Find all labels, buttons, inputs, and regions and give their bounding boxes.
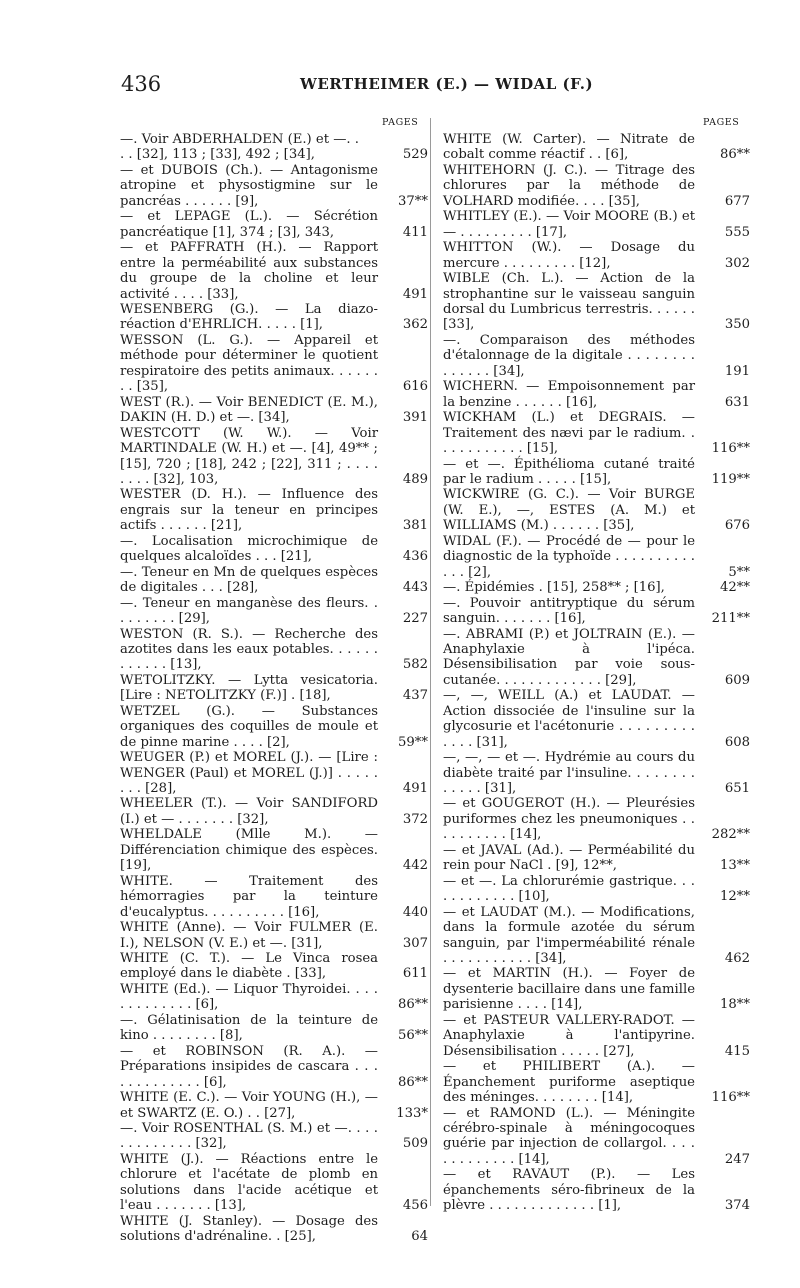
- index-entry: [120, 333, 428, 395]
- index-entry: [443, 1167, 750, 1213]
- entry-text: WHITE (C. T.). — Le Vinca rosea employé dans le diabète . [33],: [120, 951, 378, 982]
- column-divider: [430, 118, 431, 1206]
- entry-page-number: 282**: [711, 827, 750, 843]
- entry-text: — et GOUGEROT (H.). — Pleurésies puriformes chez les pneumoniques . . . . . . . . . . [14],: [443, 796, 695, 843]
- index-entry: [120, 487, 428, 533]
- entry-page-number: 491: [402, 781, 428, 797]
- index-entry: [120, 704, 428, 750]
- entry-text: WHITE (W. Carter). — Nitrate de cobalt comme réactif . . [6],: [443, 132, 695, 163]
- index-entry: [443, 487, 750, 533]
- index-entry: [443, 1106, 750, 1168]
- entry-page-number: 611: [402, 966, 428, 982]
- index-entry: [443, 534, 750, 580]
- entry-text: WHITE (E. C.). — Voir YOUNG (H.), — et SWARTZ (E. O.) . . [27],: [120, 1090, 378, 1121]
- index-entry: [120, 920, 428, 951]
- entry-page-number: 116**: [711, 1090, 750, 1106]
- index-column-left: [120, 132, 428, 1245]
- index-entry: [443, 163, 750, 209]
- index-entry: [120, 827, 428, 873]
- entry-page-number: 86**: [398, 1074, 428, 1090]
- index-entry: [120, 951, 428, 982]
- entry-text: WESTCOTT (W. W.). — Voir MARTINDALE (W. H.) et —. [4], 49** ; [15], 720 ; [18], 242 ; [22], 311 ; . . . . . . . . [32], 103,: [120, 425, 378, 487]
- entry-page-number: 18**: [720, 997, 750, 1013]
- index-entry: [443, 333, 750, 379]
- entry-text: — et LAUDAT (M.). — Modifications, dans la formule azotée du sérum sanguin, par l'imperméabilité rénale . . . . . . . . . . . [34],: [443, 904, 695, 967]
- entry-text: —. Pouvoir antitryptique du sérum sanguin. . . . . . . [16],: [443, 595, 695, 627]
- entry-text: WIBLE (Ch. L.). — Action de la strophantine sur le vaisseau sanguin dorsal du Lumbricus terrestris. . . . . . [33],: [443, 271, 695, 333]
- index-entry: [443, 596, 750, 627]
- entry-text: —, —, WEILL (A.) et LAUDAT. — Action dissociée de l'insuline sur la glycosurie et l'acétonurie . . . . . . . . . . . . . [31],: [443, 688, 695, 750]
- entry-text: WESTER (D. H.). — Influence des engrais sur la teneur en principes actifs . . . . . . [21],: [120, 487, 378, 534]
- entry-text: WHEELER (T.). — Voir SANDIFORD (I.) et — . . . . . . . [32],: [120, 796, 378, 827]
- entry-text: — et PHILIBERT (A.). — Épanchement puriforme aseptique des méninges. . . . . . . . [14],: [443, 1059, 695, 1106]
- entry-page-number: 411: [402, 224, 428, 240]
- entry-page-number: 59**: [398, 734, 428, 750]
- entry-text: — et RAVAUT (P.). — Les épanchements séro-fibrineux de la plèvre . . . . . . . . . . . . . [1],: [443, 1167, 695, 1214]
- entry-text: —. Voir ABDERHALDEN (E.) et —. . . . [32], 113 ; [33], 492 ; [34],: [120, 132, 359, 163]
- entry-page-number: 676: [724, 518, 750, 534]
- entry-text: — et LEPAGE (L.). — Sécrétion pancréatique [1], 374 ; [3], 343,: [120, 209, 378, 240]
- entry-page-number: 64: [411, 1229, 428, 1245]
- index-entry: [443, 457, 750, 488]
- entry-page-number: 529: [402, 147, 428, 163]
- index-entry: [443, 750, 750, 796]
- index-entry: [443, 627, 750, 689]
- entry-page-number: 13**: [720, 858, 750, 874]
- entry-page-number: 302: [724, 255, 750, 271]
- index-entry: [120, 302, 428, 333]
- entry-page-number: 56**: [398, 1028, 428, 1044]
- entry-page-number: 509: [402, 1136, 428, 1152]
- entry-page-number: 86**: [720, 147, 750, 163]
- index-entry: [120, 163, 428, 209]
- entry-page-number: 443: [402, 580, 428, 596]
- entry-page-number: 191: [724, 363, 750, 379]
- entry-page-number: 616: [402, 379, 428, 395]
- index-entry: [120, 565, 428, 596]
- entry-page-number: 381: [402, 518, 428, 534]
- index-entry: [120, 673, 428, 704]
- index-entry: [443, 796, 750, 842]
- index-entry: [120, 1121, 428, 1152]
- index-entry: [443, 1059, 750, 1105]
- index-column-right: [443, 132, 750, 1214]
- index-entry: [120, 426, 428, 488]
- entry-page-number: 415: [724, 1043, 750, 1059]
- index-entry: [120, 1214, 428, 1245]
- entry-page-number: 211**: [711, 611, 750, 627]
- entry-page-number: 133*: [396, 1105, 428, 1121]
- entry-page-number: 677: [724, 193, 750, 209]
- entry-page-number: 491: [402, 286, 428, 302]
- index-entry: [120, 796, 428, 827]
- index-entry: [120, 534, 428, 565]
- entry-text: WESSON (L. G.). — Appareil et méthode pour déterminer le quotient respiratoire des petits animaux. . . . . . . . [35],: [120, 332, 378, 395]
- entry-text: WHITEHORN (J. C.). — Titrage des chlorures par la méthode de VOLHARD modifiée. . . . [35],: [443, 162, 695, 209]
- index-entry: [120, 874, 428, 920]
- index-entry: [443, 1013, 750, 1059]
- index-entry: [120, 209, 428, 240]
- entry-page-number: 391: [402, 410, 428, 426]
- entry-page-number: 307: [402, 935, 428, 951]
- index-entry: [120, 395, 428, 426]
- index-entry: [443, 874, 750, 905]
- entry-page-number: 227: [402, 611, 428, 627]
- index-entry: [443, 209, 750, 240]
- index-entry: [120, 1152, 428, 1214]
- entry-page-number: 350: [724, 317, 750, 333]
- entry-text: WHITE (J. Stanley). — Dosage des solutions d'adrénaline. . [25],: [120, 1213, 378, 1245]
- entry-text: —. Comparaison des méthodes d'étalonnage de la digitale . . . . . . . . . . . . . . [34],: [443, 332, 695, 379]
- entry-page-number: 37**: [398, 193, 428, 209]
- entry-page-number: 462: [724, 951, 750, 967]
- entry-text: WHITLEY (E.). — Voir MOORE (B.) et — . . . . . . . . . [17],: [443, 209, 695, 240]
- index-entry: [120, 1090, 428, 1121]
- entry-text: —. ABRAMI (P.) et JOLTRAIN (E.). — Anaphylaxie à l'ipéca. Désensibilisation par voie sous-cutanée. . . . . . . . . . . . . [29],: [443, 626, 695, 688]
- index-entry: [443, 271, 750, 333]
- entry-page-number: 362: [402, 317, 428, 333]
- index-entry: [443, 410, 750, 456]
- entry-page-number: 608: [724, 734, 750, 750]
- entry-text: — et —. La chlorurémie gastrique. . . . . . . . . . . . [10],: [443, 873, 695, 905]
- entry-page-number: 12**: [720, 889, 750, 905]
- entry-text: WETZEL (G.). — Substances organiques des coquilles de moule et de pinne marine . . . . [2],: [120, 703, 378, 750]
- entry-page-number: 442: [402, 858, 428, 874]
- index-entry: [443, 843, 750, 874]
- entry-text: WHELDALE (Mlle M.). — Différenciation chimique des espèces. [19],: [120, 827, 378, 874]
- entry-page-number: 374: [724, 1198, 750, 1214]
- entry-text: WHITTON (W.). — Dosage du mercure . . . . . . . . . [12],: [443, 240, 695, 271]
- entry-text: WICKHAM (L.) et DEGRAIS. — Traitement des nævi par le radium. . . . . . . . . . . . [15],: [443, 410, 695, 457]
- entry-page-number: 582: [402, 657, 428, 673]
- entry-page-number: 609: [724, 672, 750, 688]
- entry-page-number: 440: [402, 904, 428, 920]
- entry-text: WHITE (Ed.). — Liquor Thyroidei. . . . . . . . . . . . . [6],: [120, 981, 378, 1013]
- index-entry: [443, 905, 750, 967]
- index-entry: [120, 627, 428, 673]
- entry-page-number: 86**: [398, 997, 428, 1013]
- entry-text: WESENBERG (G.). — La diazo-réaction d'EHRLICH. . . . . [1],: [120, 301, 378, 333]
- entry-text: — et PASTEUR VALLERY-RADOT. — Anaphylaxie à l'antipyrine. Désensibilisation . . . . . [27],: [443, 1012, 695, 1059]
- index-entry: [120, 1044, 428, 1090]
- entry-page-number: 555: [724, 224, 750, 240]
- entry-text: — et JAVAL (Ad.). — Perméabilité du rein pour NaCl . [9], 12**,: [443, 842, 695, 874]
- index-entry: [120, 1013, 428, 1044]
- index-entry: [443, 688, 750, 750]
- entry-text: WICHERN. — Empoisonnement par la benzine . . . . . . [16],: [443, 379, 695, 410]
- entry-text: WETOLITZKY. — Lytta vesicatoria. [Lire : NETOLITZKY (F.)] . [18],: [120, 672, 378, 704]
- entry-text: — et ROBINSON (R. A.). — Préparations insipides de cascara . . . . . . . . . . . . . [6],: [120, 1043, 378, 1090]
- entry-page-number: 119**: [711, 471, 750, 487]
- index-entry: [120, 596, 428, 627]
- entry-text: WEST (R.). — Voir BENEDICT (E. M.), DAKIN (H. D.) et —. [34],: [120, 394, 378, 426]
- entry-text: —. Teneur en Mn de quelques espèces de digitales . . . [28],: [120, 564, 378, 596]
- entry-text: WHITE (J.). — Réactions entre le chlorure et l'acétate de plomb en solutions dans l'acide acétique et l'eau . . . . . . . [13],: [120, 1151, 378, 1214]
- page-number: 436: [121, 72, 162, 96]
- index-entry: [443, 379, 750, 410]
- index-entry: [443, 132, 750, 163]
- entry-text: WHITE. — Traitement des hémorragies par la teinture d'eucalyptus. . . . . . . . . . [16],: [120, 873, 378, 920]
- index-entry: [120, 982, 428, 1013]
- entry-page-number: 247: [724, 1151, 750, 1167]
- index-entry: [443, 580, 750, 595]
- entry-text: — et DUBOIS (Ch.). — Antagonisme atropine et physostigmine sur le pancréas . . . . . . [9],: [120, 162, 378, 209]
- entry-text: WICKWIRE (G. C.). — Voir BURGE (W. E.), —, ESTES (A. M.) et WILLIAMS (M.) . . . . . . [35],: [443, 487, 695, 534]
- entry-text: WHITE (Anne). — Voir FULMER (E. I.), NELSON (V. E.) et —. [31],: [120, 920, 378, 951]
- entry-page-number: 489: [402, 471, 428, 487]
- entry-text: —, —, — et —. Hydrémie au cours du diabète traité par l'insuline. . . . . . . . . . . . . [31],: [443, 750, 695, 797]
- entry-text: WEUGER (P.) et MOREL (J.). — [Lire : WENGER (Paul) et MOREL (J.)] . . . . . . . . [28],: [120, 750, 378, 797]
- entry-page-number: 372: [402, 811, 428, 827]
- entry-page-number: 456: [402, 1198, 428, 1214]
- index-entry: [443, 966, 750, 1012]
- entry-text: —. Gélatinisation de la teinture de kino . . . . . . . . [8],: [120, 1012, 378, 1044]
- entry-text: —. Épidémies . [15], 258** ; [16],: [443, 580, 665, 596]
- index-entry: [120, 240, 428, 302]
- entry-text: — et MARTIN (H.). — Foyer de dysenterie bacillaire dans une famille parisienne . . . . [14],: [443, 966, 695, 1013]
- pages-column-label-left: PAGES: [382, 117, 419, 128]
- entry-text: — et PAFFRATH (H.). — Rapport entre la perméabilité aux substances du groupe de la choline et leur activité . . . . [33],: [120, 240, 378, 302]
- entry-text: —. Voir ROSENTHAL (S. M.) et —. . . . . . . . . . . . . [32],: [120, 1121, 378, 1152]
- index-entry: [443, 240, 750, 271]
- entry-page-number: 5**: [728, 564, 750, 580]
- entry-page-number: 42**: [720, 580, 750, 596]
- entry-text: WIDAL (F.). — Procédé de — pour le diagnostic de la typhoïde . . . . . . . . . . . . . [2],: [443, 533, 695, 580]
- pages-column-label-right: PAGES: [703, 117, 740, 128]
- entry-text: — et —. Épithélioma cutané traité par le radium . . . . . [15],: [443, 456, 695, 487]
- entry-text: —. Teneur en manganèse des fleurs. . . . . . . . . [29],: [120, 595, 378, 627]
- entry-text: —. Localisation microchimique de quelques alcaloïdes . . . [21],: [120, 533, 378, 565]
- entry-page-number: 651: [724, 781, 750, 797]
- entry-text: WESTON (R. S.). — Recherche des azotites dans les eaux potables. . . . . . . . . . . . [13],: [120, 626, 378, 673]
- entry-text: — et RAMOND (L.). — Méningite cérébro-spinale à méningocoques guérie par injection de collargol. . . . . . . . . . . . . [14],: [443, 1105, 695, 1167]
- index-entry: [120, 132, 428, 163]
- running-head: WERTHEIMER (E.) — WIDAL (F.): [300, 75, 594, 93]
- entry-page-number: 116**: [711, 441, 750, 457]
- entry-page-number: 436: [402, 549, 428, 565]
- entry-page-number: 631: [724, 394, 750, 410]
- index-entry: [120, 750, 428, 796]
- entry-page-number: 437: [402, 688, 428, 704]
